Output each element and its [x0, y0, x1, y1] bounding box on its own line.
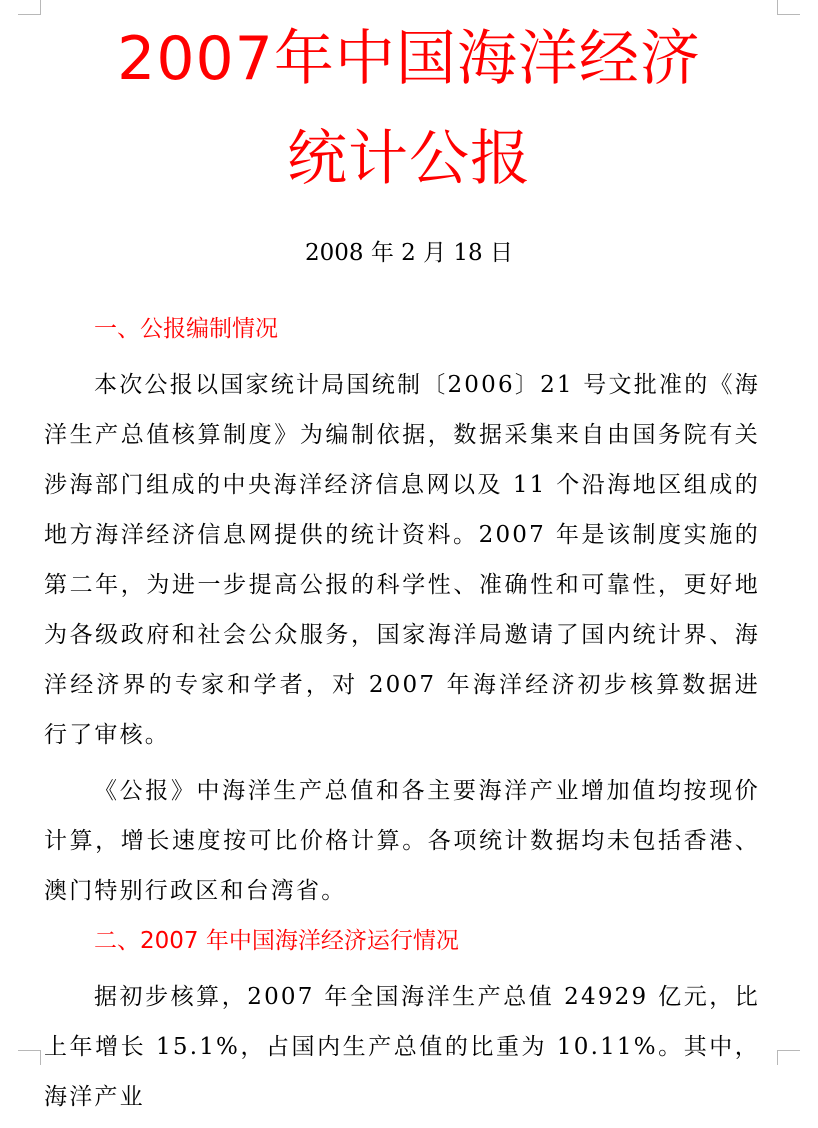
- section-heading-economy-operation: 二、2007 年中国海洋经济运行情况: [94, 928, 459, 954]
- page-corner-mark-bottom-right: [777, 1050, 800, 1065]
- paragraph-compilation-basis: 本次公报以国家统计局国统制〔2006〕21 号文批准的《海洋生产总值核算制度》为编制依据，数据采集来自由国务院有关涉海部门组成的中央海洋经济信息网以及 11 个沿海地区组成的地方海洋经济信息网提供的统计资料。2007 年是该制度实施的第二年，为进一步提高公报的科学性、准确性和可靠性，更好地为各级政府和社会公众服务，国家海洋局邀请了国内统计界、海洋经济界的专家和学者，对 2007 年海洋经济初步核算数据进行了审核。: [44, 372, 760, 748]
- publication-date: 2008 年 2 月 18 日: [305, 240, 513, 266]
- paragraph-compilation-notes: 《公报》中海洋生产总值和各主要海洋产业增加值均按现价计算，增长速度按可比价格计算。各项统计数据均未包括香港、澳门特别行政区和台湾省。: [44, 778, 760, 904]
- section-heading-compilation: 一、公报编制情况: [94, 316, 278, 342]
- document-body: [44, 310, 760, 1128]
- page-corner-mark-bottom-left: [18, 1050, 41, 1065]
- document-title-line-2: 统计公报: [287, 124, 531, 194]
- document-title-line-1: 2007年中国海洋经济: [117, 24, 701, 94]
- page-corner-mark-top-right: [777, 0, 800, 15]
- paragraph-economy-overview: 据初步核算，2007 年全国海洋生产总值 24929 亿元，比上年增长 15.1%，占国内生产总值的比重为 10.11%。其中，海洋产业: [44, 984, 760, 1110]
- page-corner-mark-top-left: [18, 0, 41, 15]
